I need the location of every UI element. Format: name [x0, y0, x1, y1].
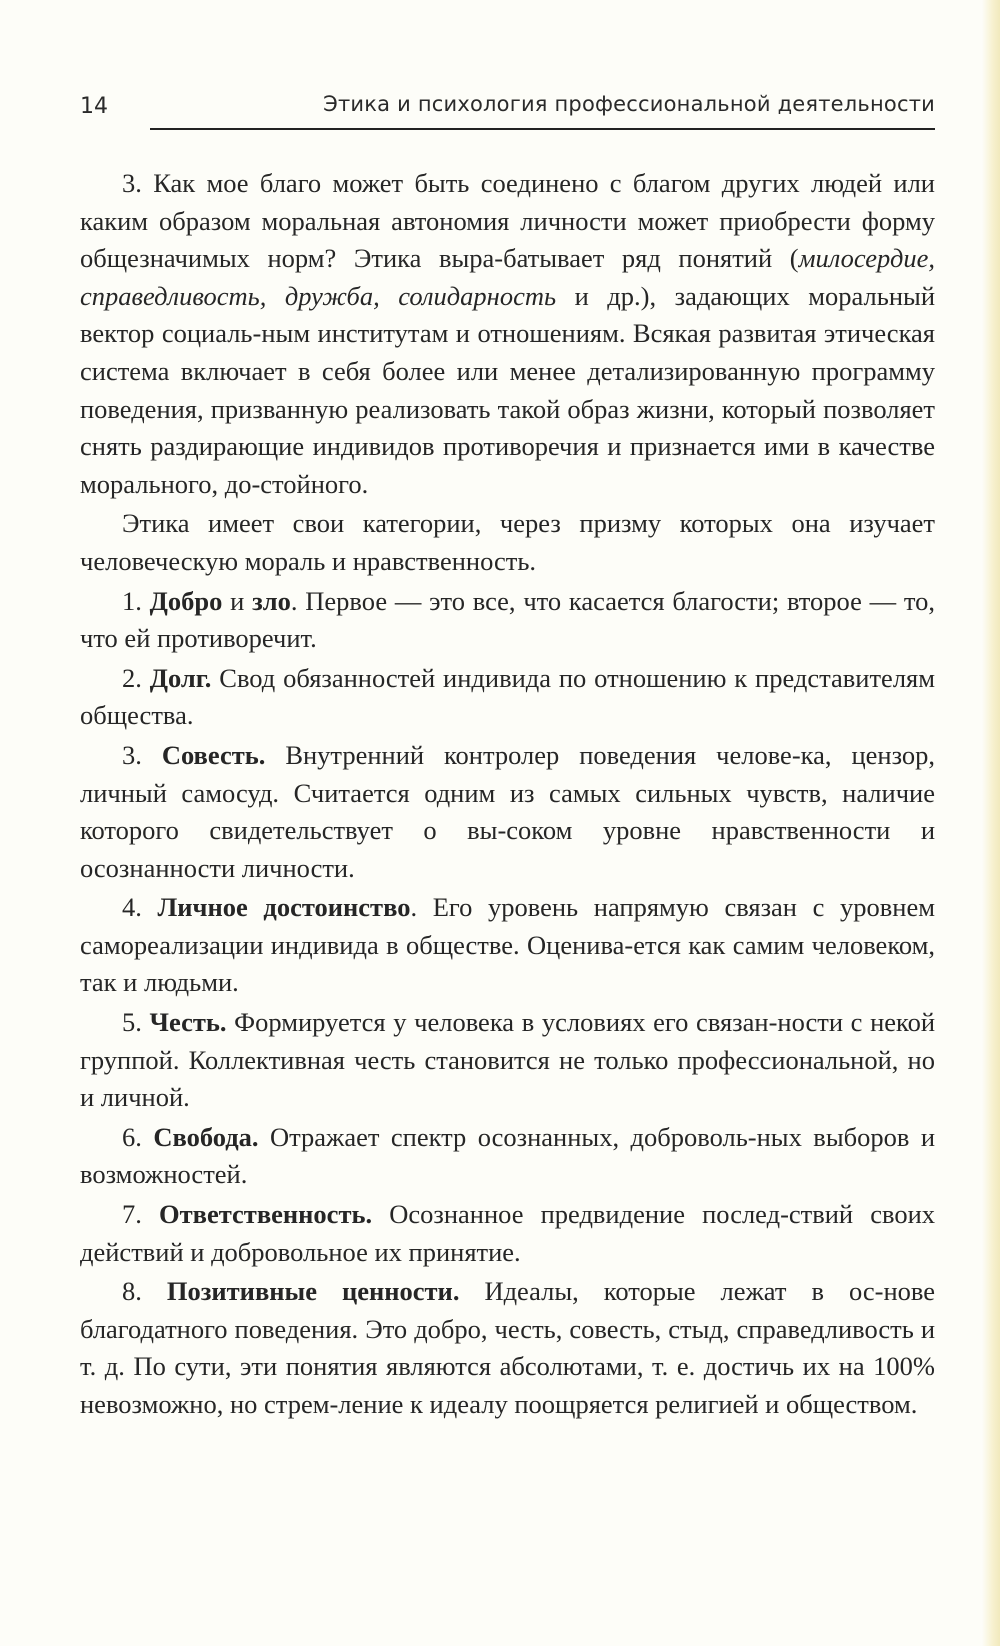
- category-term: Совесть.: [161, 739, 266, 770]
- category-item: [80, 1004, 935, 1117]
- category-number: 4.: [122, 892, 142, 923]
- category-term: Честь.: [149, 1007, 227, 1038]
- category-item: [80, 660, 935, 735]
- category-number: 5.: [122, 1007, 142, 1038]
- category-item: [80, 1273, 935, 1423]
- page-number: 14: [80, 94, 108, 119]
- category-number: 8.: [122, 1276, 142, 1307]
- category-term: Личное достоинство: [157, 892, 411, 923]
- category-item: [80, 1119, 935, 1194]
- category-text: Идеалы, которые лежат в ос-нове благодатного поведения. Это добро, честь, совесть, стыд, справедливость и т. д. По сути, эти понятия являются абсолютами, т. е. достичь их на 100% невозможно, но стрем-ление к идеалу поощряется религией и обществом.: [80, 1276, 935, 1419]
- category-text: Отражает спектр осознанных, доброволь-ных выборов и возможностей.: [80, 1121, 935, 1190]
- intro-text-before: 3. Как мое благо может быть соединено с благом других людей или каким образом моральная автономия личности может приобрести форму общезначимых норм? Этика выра-батывает ряд понятий (: [80, 168, 935, 274]
- intro-italic-terms: милосердие, справедливость, дружба, солидарность: [80, 243, 935, 311]
- category-number: 7.: [122, 1199, 142, 1230]
- category-item: [80, 1196, 935, 1271]
- category-item: [80, 737, 935, 887]
- body-text: [80, 165, 935, 1424]
- category-term-secondary: зло: [252, 585, 291, 616]
- running-title: Этика и психология профессиональной деятельности: [323, 92, 935, 116]
- category-term: Позитивные ценности.: [166, 1276, 460, 1307]
- category-number: 6.: [122, 1121, 142, 1152]
- intro-text-after: и др.), задающих моральный вектор социаль-ным институтам и отношениям. Всякая развитая этическая система включает в себя более или менее детализированную программу поведения, призванную реализовать такой образ жизни, который позволяет снять раздирающие индивидов противоречия и признается ими в качестве морального, до-стойного.: [80, 280, 936, 499]
- page-edge: [982, 0, 1000, 1646]
- category-item: [80, 583, 935, 658]
- category-term: Долг.: [149, 662, 212, 693]
- category-text: Внутренний контролер поведения челове-ка, цензор, личный самосуд. Считается одним из самых сильных чувств, наличие которого свидетельствует о вы-соком уровне нравственности и осознанности личности.: [80, 739, 936, 883]
- category-item: [80, 889, 935, 1002]
- category-number: 1.: [122, 585, 142, 616]
- header-rule: [150, 128, 935, 130]
- page-header: [80, 92, 935, 132]
- category-term: Добро: [149, 585, 223, 616]
- category-connector: и: [222, 585, 253, 616]
- category-term: Свобода.: [153, 1121, 259, 1152]
- category-term: Ответственность.: [159, 1199, 373, 1230]
- intro-paragraph: [80, 165, 935, 503]
- category-text: . Его уровень напрямую связан с уровнем самореализации индивида в обществе. Оценива-ется как самим человеком, так и людьми.: [80, 892, 936, 998]
- category-text: Осознанное предвидение послед-ствий своих действий и добровольное их принятие.: [80, 1199, 936, 1267]
- categories-intro: Этика имеет свои категории, через призму которых она изучает человеческую мораль и нравственность.: [80, 508, 935, 576]
- category-text: . Первое — это все, что касается благости; второе — то, что ей противоречит.: [80, 585, 935, 654]
- category-text: Свод обязанностей индивида по отношению к представителям общества.: [80, 662, 935, 731]
- category-number: 3.: [122, 739, 142, 770]
- category-number: 2.: [122, 662, 142, 693]
- category-text: Формируется у человека в условиях его связан-ности с некой группой. Коллективная честь становится не только профессиональной, но и личной.: [80, 1007, 936, 1113]
